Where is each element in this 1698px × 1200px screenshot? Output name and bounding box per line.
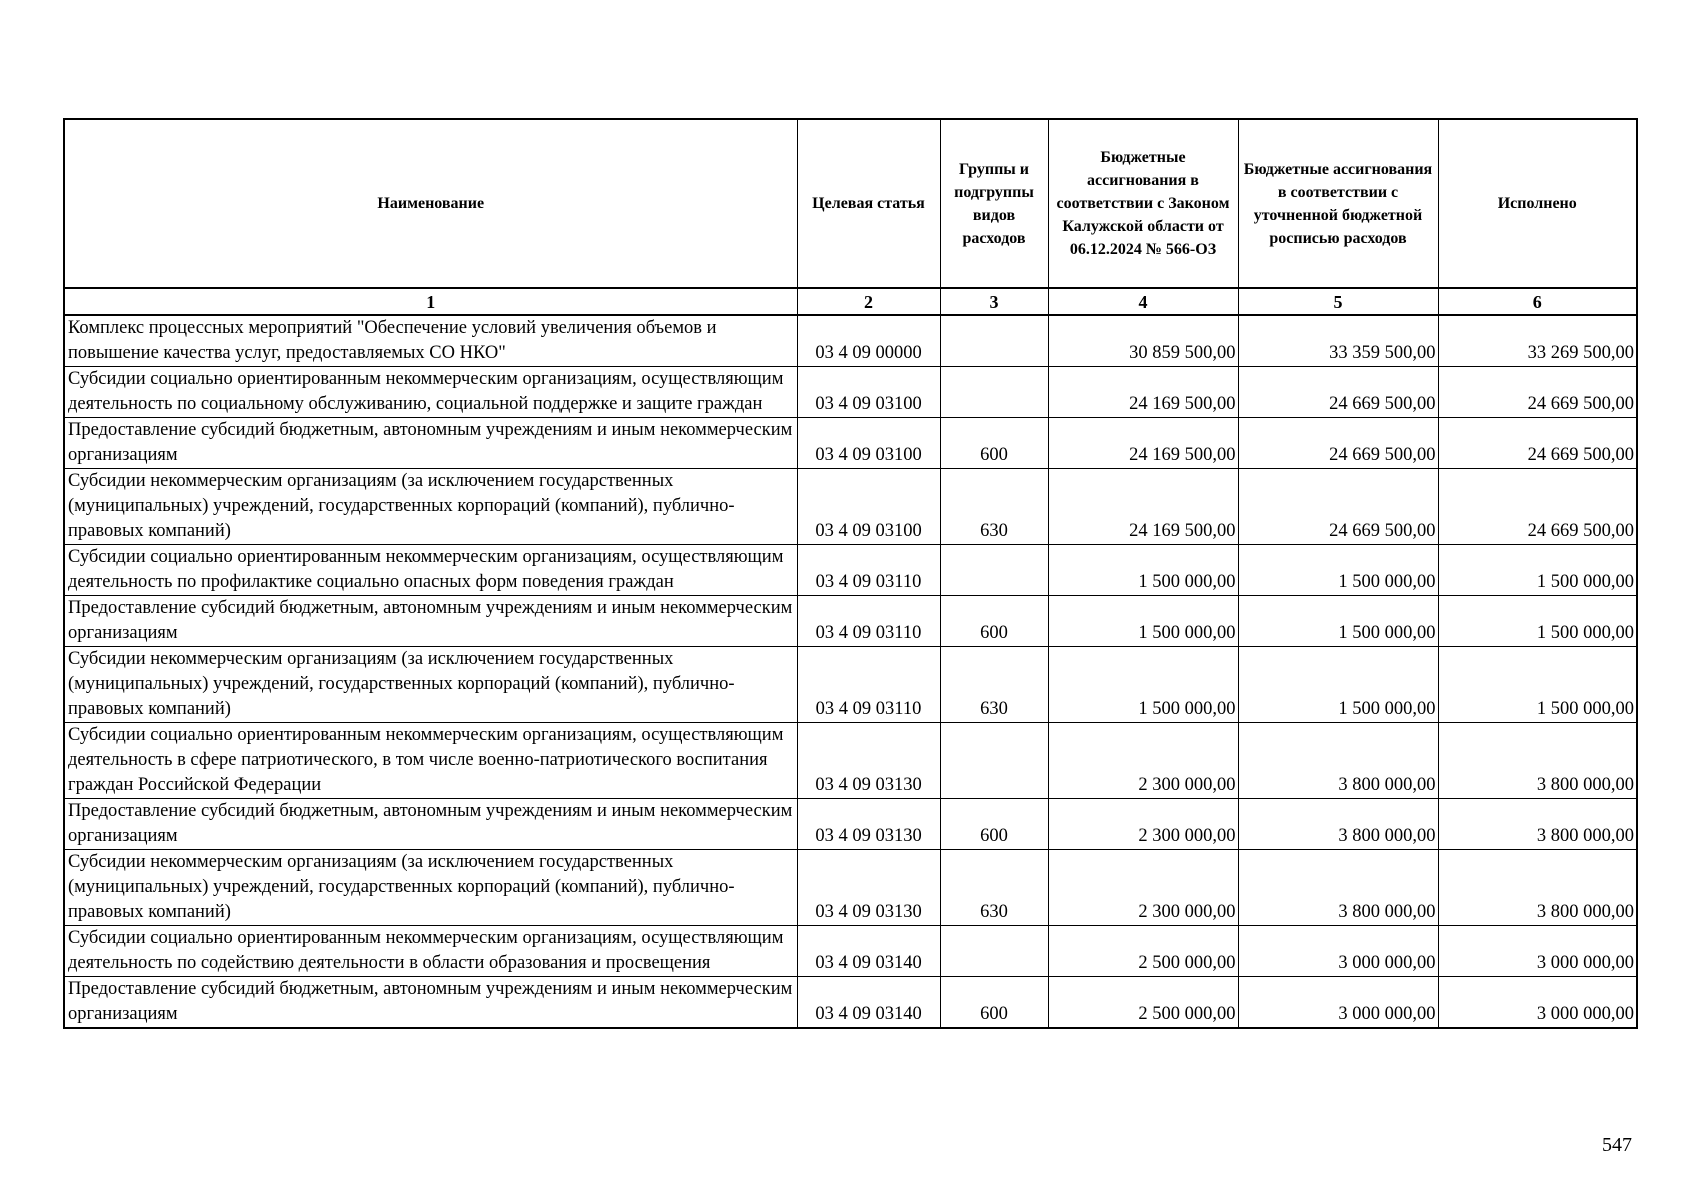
column-number: 1 — [64, 288, 797, 315]
budget-table — [63, 118, 1638, 1029]
row-law-amount: 30 859 500,00 — [1048, 315, 1238, 367]
column-number: 3 — [940, 288, 1048, 315]
column-number: 5 — [1238, 288, 1438, 315]
row-executed-amount: 1 500 000,00 — [1438, 596, 1637, 647]
row-law-amount: 2 500 000,00 — [1048, 926, 1238, 977]
row-law-amount: 24 169 500,00 — [1048, 469, 1238, 545]
row-refined-amount: 1 500 000,00 — [1238, 647, 1438, 723]
table-row — [64, 647, 1637, 723]
row-name: Предоставление субсидий бюджетным, автономным учреждениям и иным некоммерческим организациям — [64, 977, 797, 1029]
row-refined-amount: 24 669 500,00 — [1238, 367, 1438, 418]
table-row — [64, 367, 1637, 418]
row-executed-amount: 3 800 000,00 — [1438, 723, 1637, 799]
row-refined-amount: 3 800 000,00 — [1238, 723, 1438, 799]
row-target-article: 03 4 09 03130 — [797, 723, 940, 799]
row-executed-amount: 3 800 000,00 — [1438, 799, 1637, 850]
row-executed-amount: 1 500 000,00 — [1438, 545, 1637, 596]
row-executed-amount: 1 500 000,00 — [1438, 647, 1637, 723]
row-name: Субсидии социально ориентированным некоммерческим организациям, осуществляющим деятельность по содействию деятельности в области образования и просвещения — [64, 926, 797, 977]
row-name: Комплекс процессных мероприятий "Обеспечение условий увеличения объемов и повышение качества услуг, предоставляемых СО НКО" — [64, 315, 797, 367]
row-law-amount: 2 500 000,00 — [1048, 977, 1238, 1029]
row-refined-amount: 3 800 000,00 — [1238, 850, 1438, 926]
table-row — [64, 315, 1637, 367]
row-refined-amount: 1 500 000,00 — [1238, 596, 1438, 647]
column-number-row — [64, 288, 1637, 315]
header-row — [64, 119, 1637, 288]
column-number: 6 — [1438, 288, 1637, 315]
row-executed-amount: 33 269 500,00 — [1438, 315, 1637, 367]
row-target-article: 03 4 09 00000 — [797, 315, 940, 367]
row-law-amount: 1 500 000,00 — [1048, 647, 1238, 723]
row-refined-amount: 24 669 500,00 — [1238, 418, 1438, 469]
table-row — [64, 545, 1637, 596]
table-row — [64, 596, 1637, 647]
table-row — [64, 799, 1637, 850]
row-law-amount: 2 300 000,00 — [1048, 850, 1238, 926]
header-target-article: Целевая статья — [797, 119, 940, 288]
row-target-article: 03 4 09 03110 — [797, 596, 940, 647]
row-target-article: 03 4 09 03110 — [797, 545, 940, 596]
table-row — [64, 723, 1637, 799]
row-target-article: 03 4 09 03100 — [797, 418, 940, 469]
row-name: Предоставление субсидий бюджетным, автономным учреждениям и иным некоммерческим организациям — [64, 799, 797, 850]
row-expense-group — [940, 315, 1048, 367]
row-law-amount: 2 300 000,00 — [1048, 723, 1238, 799]
row-target-article: 03 4 09 03100 — [797, 367, 940, 418]
table-row — [64, 977, 1637, 1029]
row-executed-amount: 3 000 000,00 — [1438, 926, 1637, 977]
header-refined-allocations: Бюджетные ассигнования в соответствии с уточненной бюджетной росписью расходов — [1238, 119, 1438, 288]
row-refined-amount: 1 500 000,00 — [1238, 545, 1438, 596]
row-executed-amount: 24 669 500,00 — [1438, 367, 1637, 418]
row-target-article: 03 4 09 03140 — [797, 926, 940, 977]
page-number: 547 — [1602, 1134, 1632, 1156]
header-name: Наименование — [64, 119, 797, 288]
table-row — [64, 469, 1637, 545]
row-expense-group — [940, 545, 1048, 596]
row-name: Субсидии социально ориентированным некоммерческим организациям, осуществляющим деятельность по социальному обслуживанию, социальной поддержке и защите граждан — [64, 367, 797, 418]
table-row — [64, 850, 1637, 926]
header-law-allocations: Бюджетные ассигнования в соответствии с Законом Калужской области от 06.12.2024 № 566-ОЗ — [1048, 119, 1238, 288]
row-law-amount: 1 500 000,00 — [1048, 596, 1238, 647]
column-number: 4 — [1048, 288, 1238, 315]
row-executed-amount: 24 669 500,00 — [1438, 418, 1637, 469]
row-executed-amount: 3 000 000,00 — [1438, 977, 1637, 1029]
row-name: Субсидии некоммерческим организациям (за исключением государственных (муниципальных) учреждений, государственных корпораций (компаний), публично-правовых компаний) — [64, 850, 797, 926]
row-name: Субсидии некоммерческим организациям (за исключением государственных (муниципальных) учреждений, государственных корпораций (компаний), публично-правовых компаний) — [64, 647, 797, 723]
column-number: 2 — [797, 288, 940, 315]
row-law-amount: 2 300 000,00 — [1048, 799, 1238, 850]
row-target-article: 03 4 09 03110 — [797, 647, 940, 723]
row-law-amount: 24 169 500,00 — [1048, 418, 1238, 469]
table-row — [64, 926, 1637, 977]
row-target-article: 03 4 09 03100 — [797, 469, 940, 545]
row-law-amount: 24 169 500,00 — [1048, 367, 1238, 418]
row-name: Предоставление субсидий бюджетным, автономным учреждениям и иным некоммерческим организациям — [64, 596, 797, 647]
row-refined-amount: 33 359 500,00 — [1238, 315, 1438, 367]
row-executed-amount: 3 800 000,00 — [1438, 850, 1637, 926]
row-name: Предоставление субсидий бюджетным, автономным учреждениям и иным некоммерческим организациям — [64, 418, 797, 469]
row-expense-group: 630 — [940, 647, 1048, 723]
row-refined-amount: 3 000 000,00 — [1238, 926, 1438, 977]
table-row — [64, 418, 1637, 469]
row-expense-group — [940, 926, 1048, 977]
row-refined-amount: 3 800 000,00 — [1238, 799, 1438, 850]
row-expense-group — [940, 367, 1048, 418]
header-expense-groups: Группы и подгруппы видов расходов — [940, 119, 1048, 288]
row-target-article: 03 4 09 03130 — [797, 799, 940, 850]
header-executed: Исполнено — [1438, 119, 1637, 288]
row-expense-group: 600 — [940, 596, 1048, 647]
row-law-amount: 1 500 000,00 — [1048, 545, 1238, 596]
row-expense-group — [940, 723, 1048, 799]
row-refined-amount: 3 000 000,00 — [1238, 977, 1438, 1029]
row-target-article: 03 4 09 03130 — [797, 850, 940, 926]
row-name: Субсидии некоммерческим организациям (за исключением государственных (муниципальных) учреждений, государственных корпораций (компаний), публично-правовых компаний) — [64, 469, 797, 545]
row-name: Субсидии социально ориентированным некоммерческим организациям, осуществляющим деятельность по профилактике социально опасных форм поведения граждан — [64, 545, 797, 596]
row-executed-amount: 24 669 500,00 — [1438, 469, 1637, 545]
row-name: Субсидии социально ориентированным некоммерческим организациям, осуществляющим деятельность в сфере патриотического, в том числе военно-патриотического воспитания граждан Российской Федерации — [64, 723, 797, 799]
row-target-article: 03 4 09 03140 — [797, 977, 940, 1029]
row-expense-group: 600 — [940, 799, 1048, 850]
row-expense-group: 600 — [940, 418, 1048, 469]
table-body — [64, 315, 1637, 1028]
row-expense-group: 600 — [940, 977, 1048, 1029]
row-refined-amount: 24 669 500,00 — [1238, 469, 1438, 545]
row-expense-group: 630 — [940, 850, 1048, 926]
row-expense-group: 630 — [940, 469, 1048, 545]
